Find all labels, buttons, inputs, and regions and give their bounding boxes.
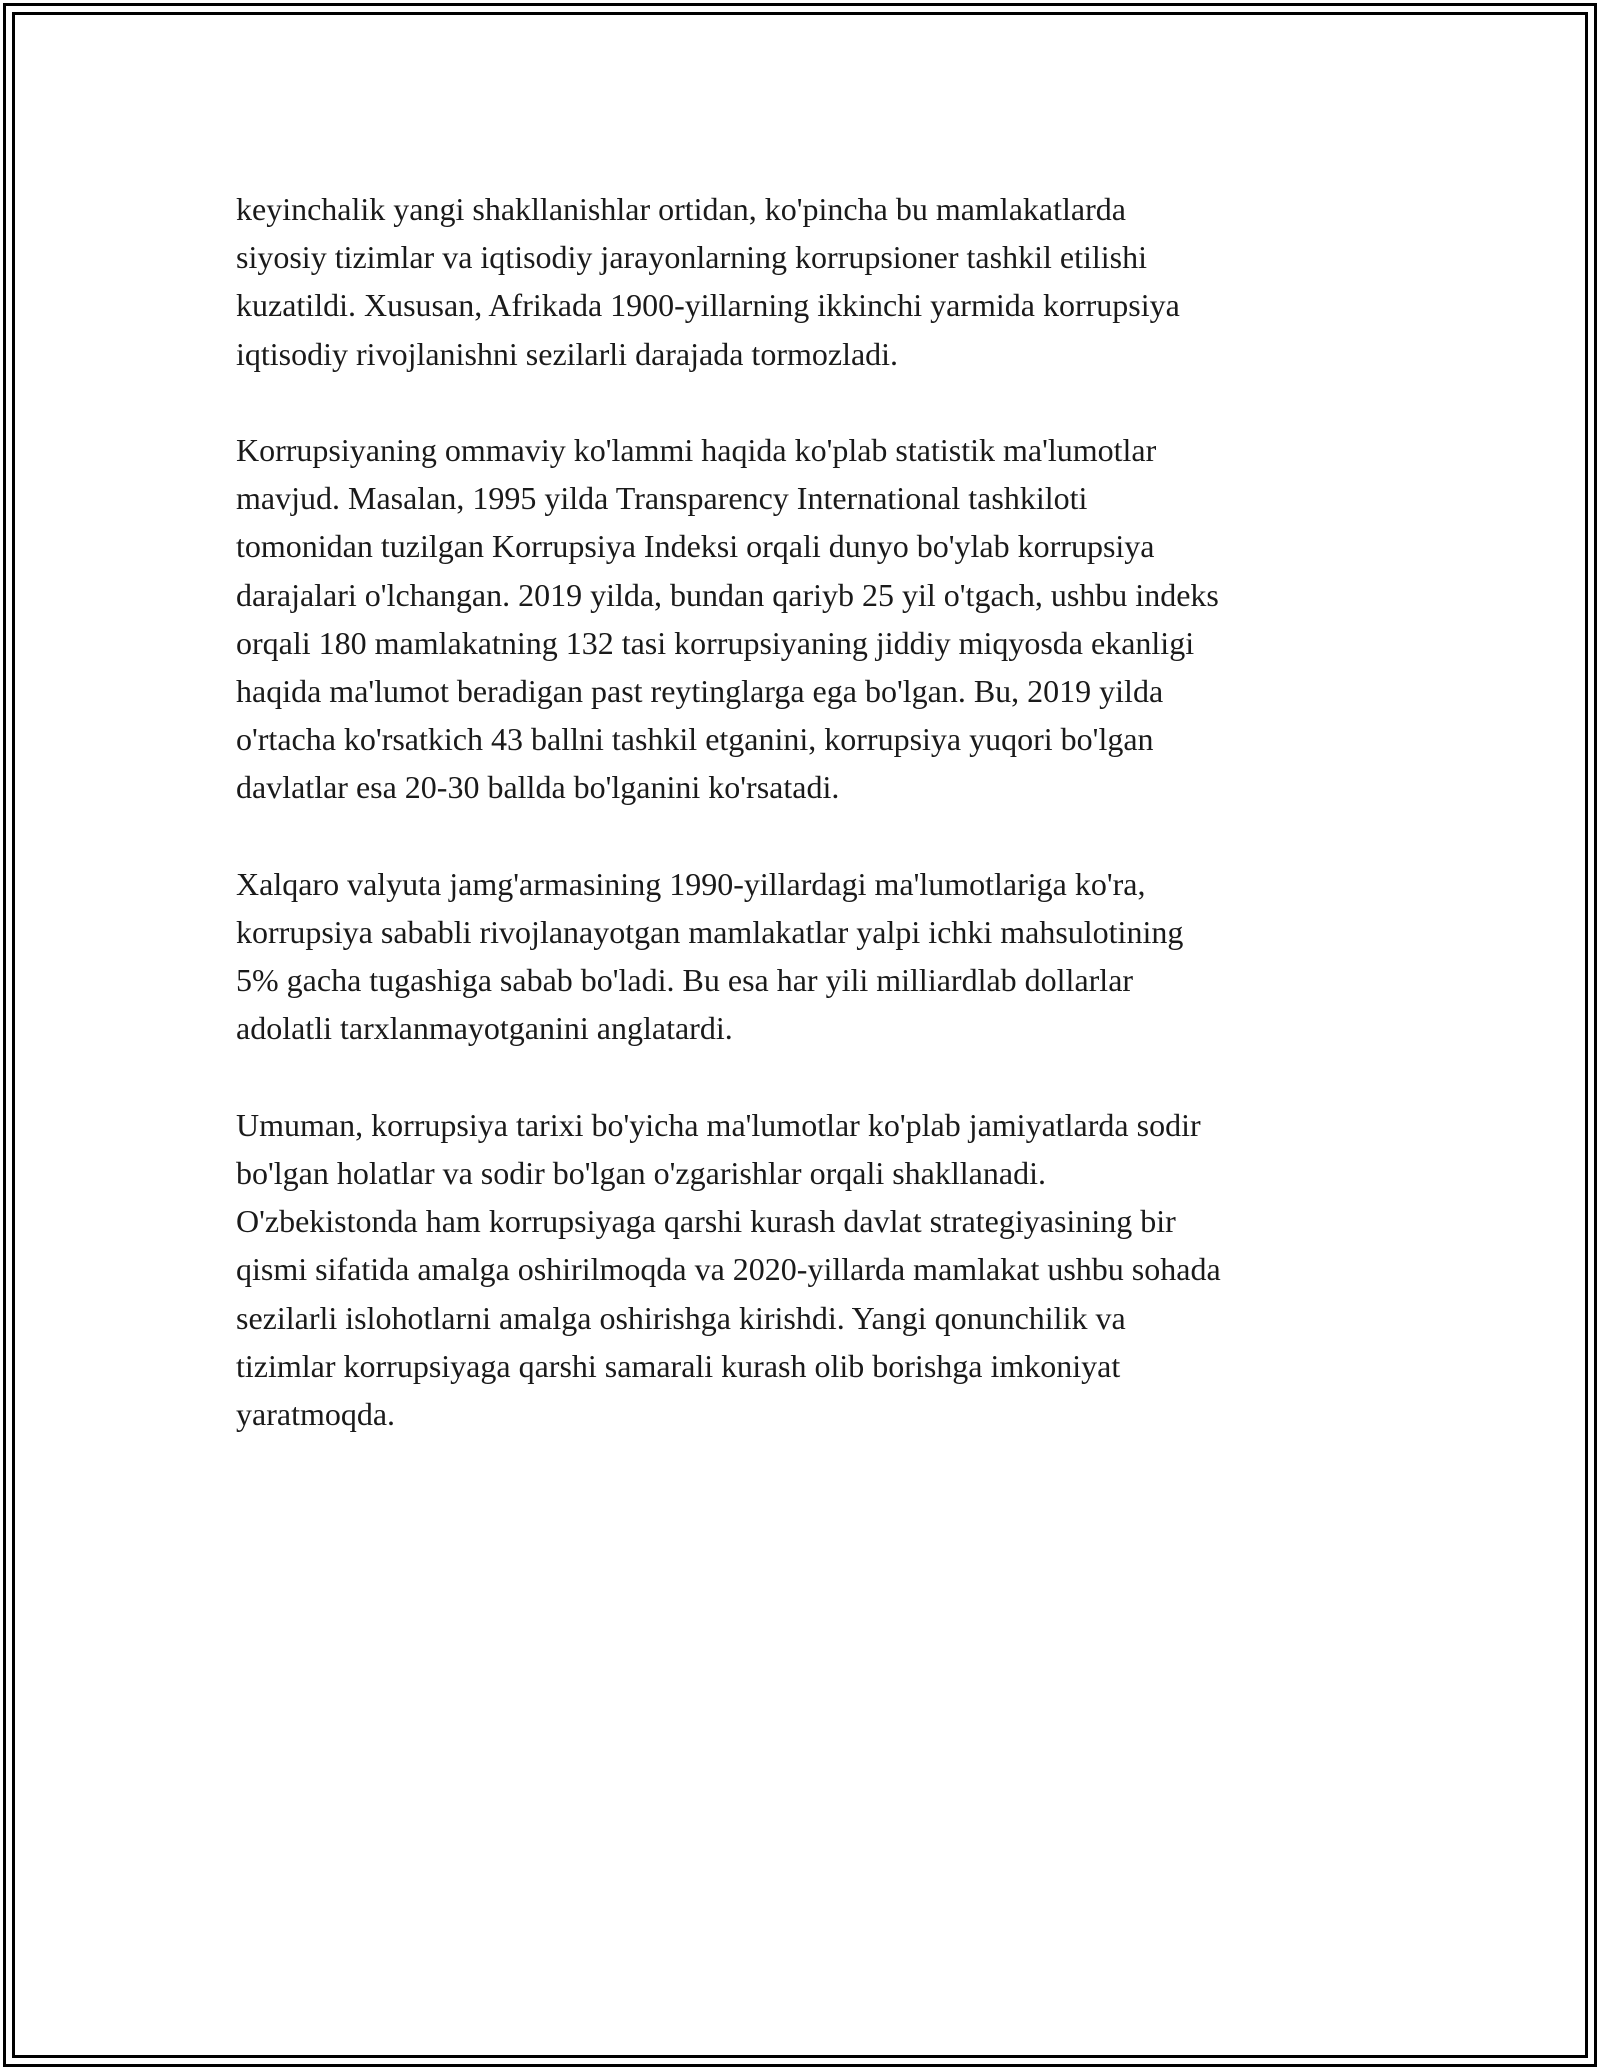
- text-line: Xalqaro valyuta jamg'armasining 1990-yillardagi ma'lumotlariga ko'ra,: [236, 865, 1146, 902]
- text-line: sezilarli islohotlarni amalga oshirishga kirishdi. Yangi qonunchilik va: [236, 1299, 1126, 1336]
- paragraph-1: [236, 185, 1396, 378]
- text-line: tomonidan tuzilgan Korrupsiya Indeksi orqali dunyo bo'ylab korrupsiya: [236, 528, 1155, 565]
- text-line: Umuman, korrupsiya tarixi bo'yicha ma'lumotlar ko'plab jamiyatlarda sodir: [236, 1106, 1201, 1143]
- text-line: haqida ma'lumot beradigan past reytinglarga ega bo'lgan. Bu, 2019 yilda: [236, 673, 1164, 710]
- text-line: keyinchalik yangi shakllanishlar ortidan, ko'pincha bu mamlakatlarda: [236, 191, 1126, 227]
- text-line: 5% gacha tugashiga sabab bo'ladi. Bu esa har yili milliardlab dollarlar: [236, 962, 1134, 999]
- paragraph-4: [236, 1101, 1396, 1438]
- paragraph-2: [236, 426, 1396, 812]
- text-line: yaratmoqda.: [236, 1396, 396, 1433]
- paragraph-3: [236, 860, 1396, 1053]
- text-line: kuzatildi. Xususan, Afrikada 1900-yillarning ikkinchi yarmida korrupsiya: [236, 287, 1180, 324]
- text-line: korrupsiya sababli rivojlanayotgan mamlakatlar yalpi ichki mahsulotining: [236, 914, 1184, 951]
- text-line: O'zbekistonda ham korrupsiyaga qarshi kurash davlat strategiyasining bir: [236, 1203, 1176, 1240]
- text-line: mavjud. Masalan, 1995 yilda Transparency International tashkiloti: [236, 480, 1088, 517]
- text-line: tizimlar korrupsiyaga qarshi samarali kurash olib borishga imkoniyat: [236, 1347, 1121, 1384]
- text-line: bo'lgan holatlar va sodir bo'lgan o'zgarishlar orqali shakllanadi.: [236, 1155, 1046, 1192]
- text-line: qismi sifatida amalga oshirilmoqda va 2020-yillarda mamlakat ushbu sohada: [236, 1251, 1221, 1288]
- text-line: Korrupsiyaning ommaviy ko'lammi haqida ko'plab statistik ma'lumotlar: [236, 432, 1157, 468]
- text-line: o'rtacha ko'rsatkich 43 ballni tashkil etganini, korrupsiya yuqori bo'lgan: [236, 721, 1154, 758]
- text-line: adolatli tarxlanmayotganini anglatardi.: [236, 1010, 733, 1047]
- text-line: siyosiy tizimlar va iqtisodiy jarayonlarning korrupsioner tashkil etilishi: [236, 239, 1147, 276]
- document-body: [236, 185, 1396, 1486]
- text-line: davlatlar esa 20-30 ballda bo'lganini ko'rsatadi.: [236, 769, 840, 806]
- text-line: darajalari o'lchangan. 2019 yilda, bundan qariyb 25 yil o'tgach, ushbu indeks: [236, 576, 1219, 613]
- text-line: iqtisodiy rivojlanishni sezilarli darajada tormozladi.: [236, 335, 899, 372]
- text-line: orqali 180 mamlakatning 132 tasi korrupsiyaning jiddiy miqyosda ekanligi: [236, 624, 1195, 661]
